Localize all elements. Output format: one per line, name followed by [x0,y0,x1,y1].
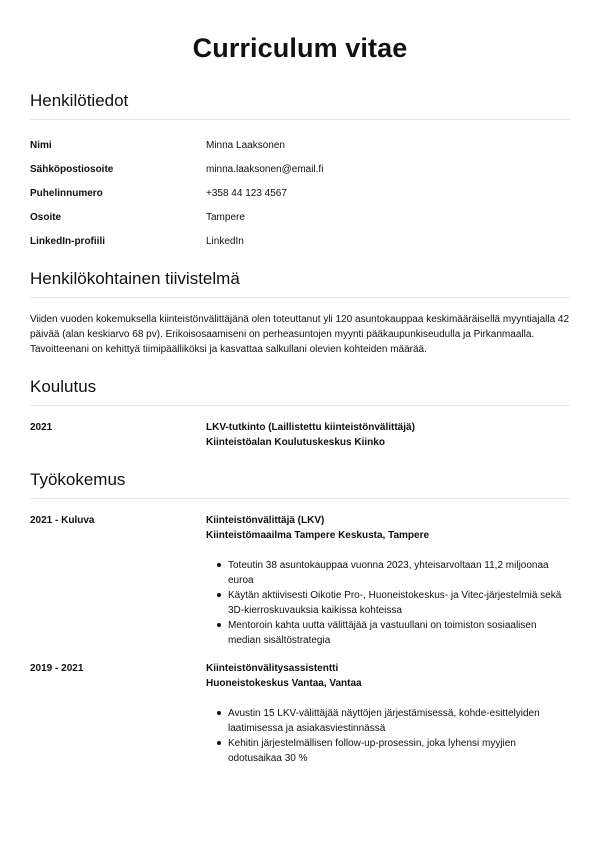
info-label: Osoite [30,211,62,223]
job-role: Kiinteistönvälitysassistentti [206,663,339,674]
info-row-linkedin [30,229,570,253]
entry-body [206,513,570,648]
linkedin-link[interactable]: LinkedIn [206,235,244,247]
section-divider [30,119,570,120]
summary-section [30,268,570,357]
list-item: Kehitin järjestelmällisen follow-up-prosessin, joka lyhensi myyjien odotusaikaa 30 % [216,736,570,766]
summary-heading: Henkilökohtainen tiivistelmä [30,269,240,288]
info-label: LinkedIn-profiili [30,235,105,247]
info-row-name [30,133,570,157]
entry-body [206,661,570,766]
info-row-address [30,205,570,229]
education-heading: Koulutus [30,377,97,396]
section-divider [30,297,570,298]
degree-title: LKV-tutkinto (Laillistettu kiinteistönvälittäjä) [206,422,415,433]
page-title: Curriculum vitae [192,33,408,63]
list-item: Käytän aktiivisesti Oikotie Pro-, Huoneistokeskus- ja Vitec-järjestelmiä sekä 3D-kierroskuvauksia kaikissa kohteissa [216,588,570,618]
info-value: minna.laaksonen@email.fi [206,163,324,175]
job-entry [30,513,570,648]
entry-body [206,420,570,450]
list-item: Toteutin 38 asuntokauppaa vuonna 2023, yhteisarvoltaan 11,2 miljoonaa euroa [216,558,570,588]
school-name: Kiinteistöalan Koulutuskeskus Kiinko [206,437,385,448]
list-item: Mentoroin kahta uutta välittäjää ja vastuullani on toimiston sosiaalisen median sisältöstrategia [216,618,570,648]
personal-info-heading: Henkilötiedot [30,91,129,110]
job-bullet-list [206,558,570,648]
entry-date: 2019 - 2021 [30,663,84,674]
education-entry [30,420,570,450]
education-section [30,376,570,450]
job-role: Kiinteistönvälittäjä (LKV) [206,515,325,526]
job-company: Huoneistokeskus Vantaa, Vantaa [206,678,362,689]
list-item: Avustin 15 LKV-välittäjää näyttöjen järjestämisessä, kohde-esittelyiden laatimisessa ja asiakasviestinnässä [216,706,570,736]
info-value: Minna Laaksonen [206,139,285,151]
info-value: Tampere [206,211,245,223]
entry-date: 2021 [30,422,53,433]
info-value: +358 44 123 4567 [206,187,287,199]
job-company: Kiinteistömaailma Tampere Keskusta, Tampere [206,530,430,541]
info-row-email [30,157,570,181]
info-row-phone [30,181,570,205]
info-label: Nimi [30,139,52,151]
section-divider [30,498,570,499]
info-label: Sähköpostiosoite [30,163,114,175]
summary-text: Viiden vuoden kokemuksella kiinteistönvälittäjänä olen toteuttanut yli 120 asuntokauppaa keskimääräisellä myyntiajalla 42 päivää (alan keskiarvo 68 pv). Erikoisosaamiseni on perheasuntojen myynti pääkaupunkiseudulla ja Pirkanmaalla. Tavoitteenani on kehittyä tiimipäälliköksi ja kasvattaa salkullani olevien kohteiden määrää. [30,314,570,355]
job-entry [30,661,570,766]
entry-date: 2021 - Kuluva [30,515,95,526]
personal-info-table [30,133,570,253]
section-divider [30,405,570,406]
work-heading: Työkokemus [30,470,126,489]
personal-info-section [30,90,570,253]
job-bullet-list [206,706,570,766]
info-label: Puhelinnumero [30,187,103,199]
work-section [30,469,570,766]
